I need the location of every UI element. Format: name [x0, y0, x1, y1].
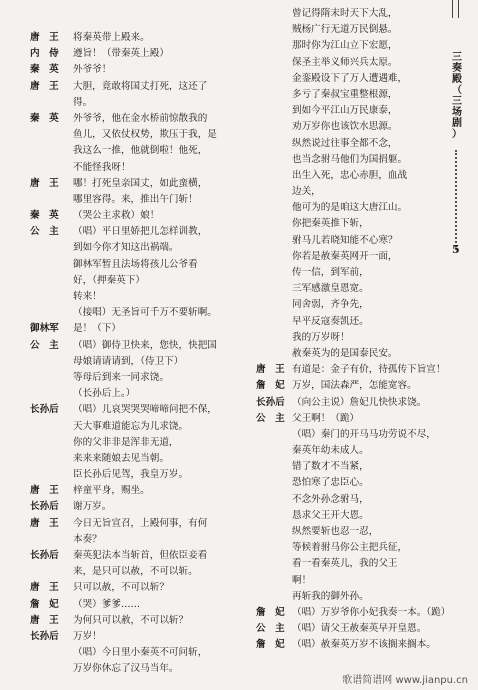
line-text: 劝万岁你也该饮水思源。 — [292, 121, 398, 133]
line-text: 等候着驸马你公主把兵征， — [292, 542, 408, 554]
role-name: 唐 王 — [256, 364, 285, 376]
dialogue-line — [30, 435, 230, 451]
line-text: 你把秦英推下斩， — [292, 218, 369, 230]
role-name: 秦 英 — [30, 112, 59, 124]
line-text: 哪里容得。来，推出午门斩！ — [73, 193, 198, 205]
dialogue-line — [30, 111, 230, 127]
dialogue-line — [256, 152, 446, 168]
dialogue-line — [256, 378, 446, 394]
play-title-glyph: 三 — [452, 96, 462, 107]
line-text: 秦英年幼未成人。 — [292, 445, 369, 457]
line-text: 我这么一推，他就倒啦！他死， — [73, 145, 208, 157]
line-text: （唱）今日里小秦英不可问斩， — [73, 647, 208, 659]
line-text: （唱）平日里娇把儿怎样训教， — [73, 226, 208, 238]
line-text: 保圣主举义师兴兵太原。 — [292, 56, 398, 68]
dialogue-line — [256, 411, 446, 427]
dialogue-line — [30, 224, 230, 240]
dialogue-line — [256, 459, 446, 475]
dialogue-line — [30, 305, 230, 321]
role-name: 唐 王 — [30, 614, 59, 626]
line-text: 转来！ — [73, 291, 102, 302]
dialogue-line — [256, 281, 446, 297]
line-text: （唱）儿哀哭哭哭啼啼问把不保， — [73, 404, 217, 416]
watermark-footer: 歌谱简谱网 www.jianpu.cn — [342, 675, 468, 686]
line-text: 他可为的是咱这大唐江山。 — [292, 202, 408, 214]
play-title-vertical — [449, 52, 465, 140]
dialogue-line — [30, 661, 230, 677]
binding-mark — [458, 0, 459, 18]
role-name: 唐 王 — [30, 485, 59, 497]
line-text: （接唱）无圣旨可千万不要斩啊。 — [73, 307, 217, 319]
line-text: 来来来随娘去见当朝。 — [73, 452, 169, 464]
dialogue-line — [30, 580, 230, 596]
line-text: 鱼儿，又依仗权势，欺压于我，是 — [73, 129, 217, 141]
role-name: 唐 王 — [30, 582, 59, 594]
dialogue-line — [30, 176, 230, 192]
role-name: 内 侍 — [30, 48, 59, 60]
dialogue-line — [256, 22, 446, 38]
dialogue-line — [30, 402, 230, 418]
line-text: 错了数才不当紧， — [292, 461, 369, 473]
dialogue-line — [30, 289, 230, 305]
line-text: 外爷爷，他在金水桥前惊散我的 — [73, 112, 208, 124]
line-text: 到如今平江山万民康泰， — [292, 105, 398, 117]
dialogue-line — [256, 6, 446, 22]
dialogue-line — [256, 556, 446, 572]
dialogue-line — [256, 637, 446, 653]
dialogue-line — [30, 240, 230, 256]
line-text: 来，是只可以赦，不可以斩。 — [73, 566, 198, 578]
title-dotted-leader — [455, 150, 459, 250]
line-text: 贼杨广行无道万民倒悬。 — [292, 24, 398, 36]
role-name: 公 主 — [30, 339, 59, 351]
line-text: 早平反寇奏凯还。 — [292, 315, 369, 327]
dialogue-line — [30, 354, 230, 370]
role-name: 唐 王 — [30, 80, 59, 92]
line-text: 父王啊！（跪） — [292, 412, 360, 424]
line-text: 到如今你才知这出祸端。 — [73, 242, 179, 254]
dialogue-line — [30, 386, 230, 402]
line-text: 你的父非非是浑非无道， — [73, 436, 179, 448]
dialogue-line — [256, 346, 446, 362]
dialogue-line — [30, 370, 230, 386]
line-text: （唱）御侍卫快来，您快，快把国 — [73, 339, 217, 351]
line-text: 遵旨！（带秦英上殿） — [73, 48, 169, 60]
line-text: 边关， — [292, 186, 321, 198]
dialogue-line — [30, 79, 230, 95]
role-name: 长孙后 — [30, 404, 59, 416]
dialogue-line — [256, 443, 446, 459]
line-text: 天大事难道能忘为儿求饶。 — [73, 420, 189, 432]
role-name: 公 主 — [256, 623, 285, 635]
play-title-glyph: ） — [452, 129, 462, 140]
line-text: 只可以赦，不可以斩？ — [73, 582, 169, 594]
line-text: 不念外孙念驸马， — [292, 493, 369, 505]
dialogue-line — [256, 200, 446, 216]
line-text: （长孙后上。） — [73, 388, 136, 400]
line-text: 金銮殿设下了万人遭遇难， — [292, 72, 408, 84]
line-text: 看一看秦英儿，我的父王 — [292, 558, 398, 570]
dialogue-line — [30, 143, 230, 159]
line-text: 再斩我的御外孙。 — [292, 590, 369, 602]
line-text: 将秦英带上殿来。 — [73, 32, 150, 43]
role-name: 詹 妃 — [30, 598, 59, 610]
line-text: （哭公主求救）娘！ — [73, 210, 160, 222]
line-text: 驸马儿若晓知能不心寒？ — [292, 234, 398, 246]
dialogue-line — [30, 30, 230, 46]
dialogue-line — [256, 475, 446, 491]
line-text: 本奏？ — [73, 533, 102, 545]
dialogue-line — [30, 338, 230, 354]
line-text: 今日无旨宣召，上殿何事，有何 — [73, 517, 208, 529]
dialogue-line — [256, 621, 446, 637]
play-title-glyph: 三 — [452, 52, 462, 63]
role-name: 詹 妃 — [256, 639, 285, 651]
line-text: 也当念驸马他们为国捐躯。 — [292, 153, 408, 165]
dialogue-line — [30, 499, 230, 515]
line-text: （唱）请父王赦秦英早开皇恩。 — [292, 623, 427, 635]
dialogue-line — [30, 192, 230, 208]
role-name: 唐 王 — [30, 517, 59, 529]
play-title-glyph: 奏 — [452, 63, 462, 74]
line-text: （唱）秦门的开马马功劳说不尽， — [292, 428, 436, 440]
dialogue-line — [256, 216, 446, 232]
role-name: 御林军 — [30, 323, 59, 335]
dialogue-line — [256, 395, 446, 411]
play-title-glyph: 场 — [452, 107, 462, 118]
line-text: 多亏了秦叔宝重整根源， — [292, 88, 398, 100]
dialogue-line — [256, 589, 446, 605]
dialogue-line — [30, 451, 230, 467]
dialogue-line — [256, 71, 446, 87]
line-text: 外爷爷！ — [73, 64, 112, 76]
line-text: 曾记得隋末时天下大乱， — [292, 8, 398, 19]
dialogue-line — [256, 508, 446, 524]
dialogue-line — [30, 46, 230, 62]
line-text: 哪！打死皇亲国丈，如此蛮横， — [73, 177, 208, 189]
right-column — [256, 6, 451, 654]
line-text: 御林军暂且法场将孩儿公爷看 — [73, 258, 198, 270]
dialogue-line — [30, 483, 230, 499]
line-text: 是！（下） — [73, 323, 121, 335]
dialogue-line — [30, 597, 230, 613]
dialogue-line — [30, 321, 230, 337]
play-title-glyph: 殿 — [452, 74, 462, 85]
dialogue-line — [30, 532, 230, 548]
line-text: 等母后到来一同求饶。 — [73, 371, 169, 383]
left-column — [30, 30, 230, 678]
dialogue-line — [256, 524, 446, 540]
dialogue-line — [30, 160, 230, 176]
dialogue-line — [30, 273, 230, 289]
line-text: 你若是赦秦英网开一面， — [292, 250, 398, 262]
dialogue-line — [256, 573, 446, 589]
line-text: 出生入死，忠心赤胆，血战 — [292, 169, 408, 181]
line-text: 臣长孙后见驾，我皇万岁。 — [73, 469, 189, 481]
role-name: 公 主 — [30, 226, 59, 238]
role-name: 长孙后 — [30, 501, 59, 513]
line-text: 谢万岁。 — [73, 501, 112, 513]
dialogue-line — [256, 492, 446, 508]
dialogue-line — [256, 362, 446, 378]
play-title-glyph: （ — [452, 85, 462, 96]
dialogue-line — [30, 257, 230, 273]
line-text: 恳求父王开大恩。 — [292, 509, 369, 521]
dialogue-line — [256, 119, 446, 135]
line-text: （哭）爹爹…… — [73, 598, 141, 610]
binding-mark — [452, 0, 453, 18]
dialogue-line — [30, 467, 230, 483]
dialogue-line — [256, 249, 446, 265]
line-text: 赦秦英为的是国泰民安。 — [292, 347, 398, 359]
dialogue-line — [30, 516, 230, 532]
role-name: 秦 英 — [30, 210, 59, 222]
role-name: 唐 王 — [30, 32, 59, 43]
line-text: 不能怪我呀！ — [73, 161, 131, 173]
dialogue-line — [30, 613, 230, 629]
line-text: 有道是：金子有价，待孤传下旨宣！ — [292, 364, 446, 376]
dialogue-line — [30, 208, 230, 224]
line-text: 秦英犯法本当斩首，但依臣妾看 — [73, 550, 208, 561]
line-text: 传一信，到军前， — [292, 267, 369, 278]
dialogue-line — [256, 265, 446, 281]
dialogue-line — [256, 314, 446, 330]
dialogue-line — [30, 645, 230, 661]
dialogue-line — [256, 136, 446, 152]
line-text: 梓童平身，赐坐。 — [73, 485, 150, 497]
line-text: 大胆，竟敢将国丈打死，这还了 — [73, 80, 208, 92]
dialogue-line — [256, 38, 446, 54]
dialogue-line — [30, 629, 230, 645]
line-text: （唱）万岁爷你小妃我奏一本。（跪） — [292, 606, 451, 618]
dialogue-line — [256, 297, 446, 313]
role-name: 秦 英 — [30, 64, 59, 76]
line-text: 同舍弱，齐争先， — [292, 299, 369, 311]
dialogue-line — [256, 330, 446, 346]
dialogue-line — [256, 233, 446, 249]
line-text: 啊！ — [292, 574, 312, 586]
role-name: 詹 妃 — [256, 606, 285, 618]
dialogue-line — [256, 55, 446, 71]
line-text: 为何只可以赦，不可以斩？ — [73, 614, 189, 626]
line-text: 那时你为江山立下宏愿， — [292, 40, 398, 52]
dialogue-line — [30, 419, 230, 435]
dialogue-line — [256, 168, 446, 184]
line-text: 得。 — [73, 96, 93, 108]
line-text: 恐怕寒了忠臣心。 — [292, 477, 369, 489]
dialogue-line — [256, 184, 446, 200]
line-text: （唱）赦秦英万岁不该搁来搁本。 — [292, 639, 436, 651]
role-name: 唐 王 — [30, 177, 59, 189]
role-name: 公 主 — [256, 412, 285, 424]
dialogue-line — [30, 548, 230, 564]
role-name: 长孙后 — [30, 630, 59, 642]
line-text: 万岁！ — [73, 630, 102, 642]
line-text: 我的万岁呀！ — [292, 331, 350, 343]
page-number: 5 — [452, 243, 460, 256]
dialogue-line — [256, 103, 446, 119]
line-text: 万岁你休忘了汉马当年。 — [73, 663, 179, 675]
dialogue-line — [256, 605, 451, 621]
dialogue-line — [30, 564, 230, 580]
role-name: 长孙后 — [256, 396, 285, 408]
line-text: 纵然说过往事全都不念， — [292, 137, 398, 149]
dialogue-line — [30, 127, 230, 143]
role-name: 詹 妃 — [256, 380, 285, 392]
line-text: （向公主说）詹妃儿快快求饶。 — [292, 396, 427, 408]
line-text: 好，（押秦英下） — [73, 274, 145, 286]
line-text: 母娘请请请到，（侍卫下） — [73, 355, 184, 367]
line-text: 万岁，国法森严，怎能宽容。 — [292, 380, 417, 392]
dialogue-line — [256, 427, 446, 443]
line-text: 三军感激皇恩宽。 — [292, 283, 369, 295]
dialogue-line — [256, 87, 446, 103]
role-name: 长孙后 — [30, 550, 59, 561]
dialogue-line — [256, 540, 446, 556]
dialogue-line — [30, 62, 230, 78]
play-title-glyph: 剧 — [452, 118, 462, 129]
dialogue-line — [30, 95, 230, 111]
line-text: 纵然要斩也忍一忍， — [292, 526, 379, 537]
